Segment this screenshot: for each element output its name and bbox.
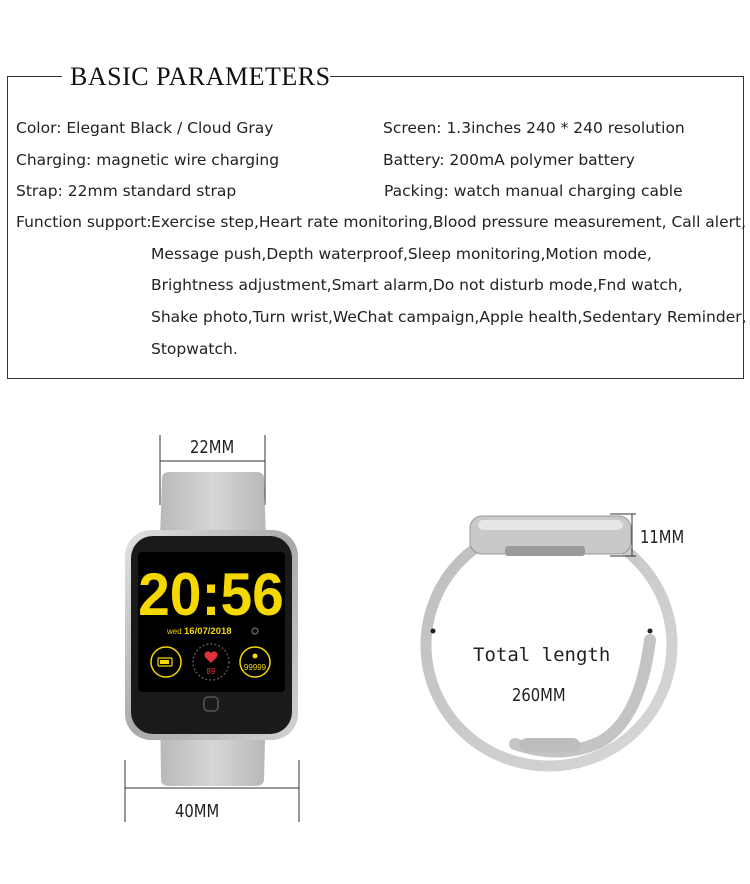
heart-rate-value: 89 — [206, 667, 216, 676]
param-function-line: Shake photo,Turn wrist,WeChat campaign,Apple health,Sedentary Reminder, — [151, 308, 747, 326]
footprint-icon — [253, 654, 258, 659]
param-color: Color: Elegant Black / Cloud Gray — [16, 119, 274, 137]
watch-date: 16/07/2018 — [184, 626, 232, 637]
case-width-label: 40MM — [175, 801, 220, 822]
param-function-line: Exercise step,Heart rate monitoring,Blood pressure measurement, Call alert, — [151, 213, 747, 231]
param-battery: Battery: 200mA polymer battery — [383, 151, 635, 169]
watch-time: 20:56 — [138, 561, 284, 629]
param-function-label: Function support: — [16, 213, 152, 231]
parameters-title: BASIC PARAMETERS — [70, 62, 331, 91]
param-strap: Strap: 22mm standard strap — [16, 182, 237, 200]
strap-width-label: 22MM — [190, 437, 235, 458]
param-function-line: Stopwatch. — [151, 340, 238, 358]
param-screen: Screen: 1.3inches 240 * 240 resolution — [383, 119, 685, 137]
param-function-line: Brightness adjustment,Smart alarm,Do not disturb mode,Fnd watch, — [151, 276, 683, 294]
total-length-value: 260MM — [512, 685, 566, 706]
total-length-label: Total length — [473, 644, 611, 666]
param-function-line: Message push,Depth waterproof,Sleep monitoring,Motion mode, — [151, 245, 652, 263]
param-charging: Charging: magnetic wire charging — [16, 151, 280, 169]
watch-side-illustration — [426, 516, 672, 766]
steps-value: 99999 — [243, 663, 267, 672]
param-packing: Packing: watch manual charging cable — [384, 182, 683, 200]
upper-strap — [160, 472, 266, 540]
thickness-label: 11MM — [640, 527, 685, 548]
watch-day: wed — [167, 627, 182, 636]
